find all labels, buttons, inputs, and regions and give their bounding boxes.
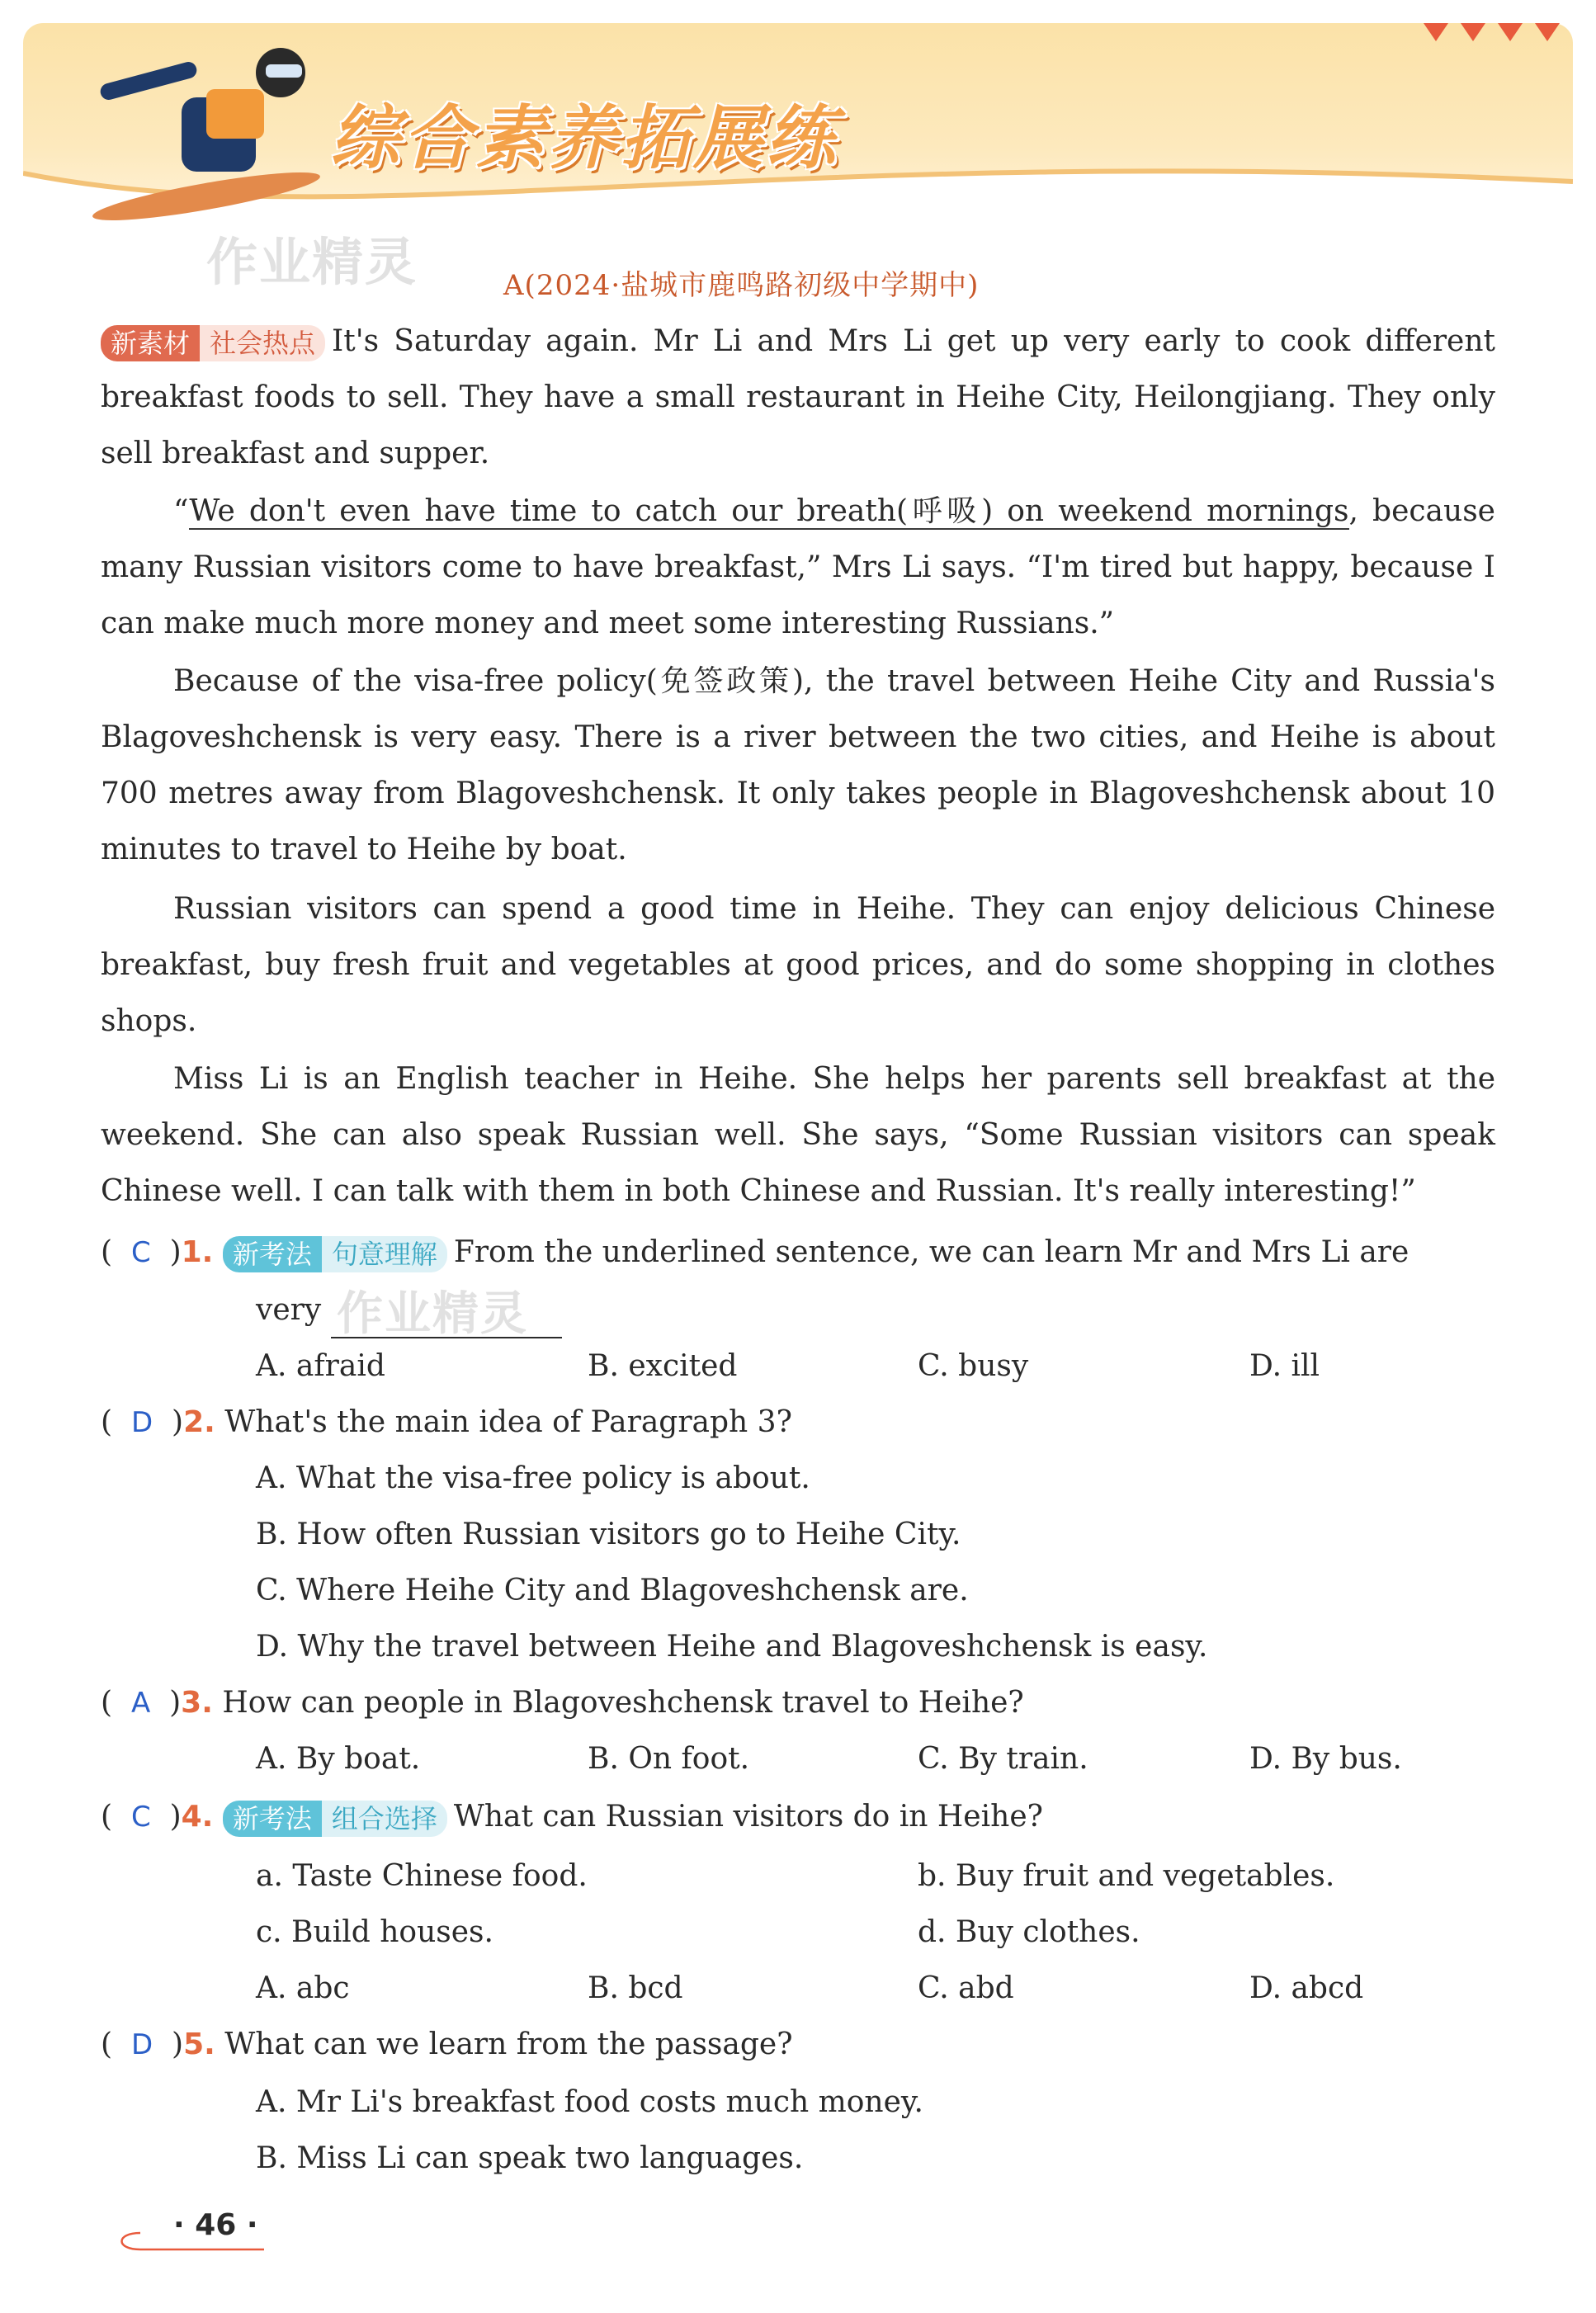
option[interactable]: A. What the visa-free policy is about. (256, 1461, 810, 1495)
question-5: ( D )5. What can we learn from the passage? (101, 2027, 793, 2061)
choice-item: a. Taste Chinese food. (256, 1859, 588, 1893)
option[interactable]: D. ill (1249, 1349, 1320, 1383)
underlined-sentence: We don't even have time to catch our breath(呼吸) on weekend mornings (189, 494, 1349, 528)
section-title: 综合素养拓展练 (330, 97, 839, 178)
tag-new-method: 新考法 组合选择 (223, 1801, 447, 1837)
question-text: What can we learn from the passage? (224, 2027, 793, 2061)
question-text: How can people in Blagoveshchensk travel to Heihe? (222, 1686, 1024, 1720)
option[interactable]: B. On foot. (588, 1742, 750, 1776)
choice-item: b. Buy fruit and vegetables. (918, 1859, 1335, 1893)
option[interactable]: D. By bus. (1249, 1742, 1402, 1776)
choice-item: c. Build houses. (256, 1915, 493, 1949)
option[interactable]: A. Mr Li's breakfast food costs much money. (256, 2085, 923, 2119)
answer: C (130, 1801, 151, 1834)
snowboarder-illustration-icon (83, 23, 330, 221)
paragraph-3: Because of the visa-free policy(免签政策), the travel between Heihe City and Russia's Blagoveshchensk is very easy. There is a river between the two cities, and Heihe is about 700 metres away from Blagoveshchensk. It only takes people in Blagoveshchensk about 10 minutes to travel to Heihe by boat. (101, 664, 1495, 866)
question-1-continued: very (256, 1282, 562, 1338)
flag-decoration-icon (1415, 23, 1572, 56)
paragraph-5: Miss Li is an English teacher in Heihe. She helps her parents sell breakfast at the weekend. She can also speak Russian well. She says, “Some Russian visitors can speak Chinese well. I can talk with them in both Chinese and Russian. It's really interesting!” (101, 1062, 1495, 1208)
page-number: · 46 · (173, 2208, 258, 2242)
option[interactable]: D. abcd (1249, 1971, 1364, 2005)
question-4: ( C )4. 新考法 组合选择 What can Russian visitors do in Heihe? (101, 1789, 1043, 1845)
option[interactable]: B. How often Russian visitors go to Heihe City. (256, 1518, 961, 1551)
answer: A (130, 1687, 151, 1720)
question-3: ( A )3. How can people in Blagoveshchensk travel to Heihe? (101, 1686, 1024, 1720)
question-text: What can Russian visitors do in Heihe? (453, 1800, 1043, 1834)
passage-source: A(2024·盐城市鹿鸣路初级中学期中) (503, 269, 980, 302)
watermark: 作业精灵 (337, 1287, 528, 1341)
paragraph-4: Russian visitors can spend a good time in Heihe. They can enjoy delicious Chinese breakfast, buy fresh fruit and vegetables at good prices, and do some shopping in clothes shops. (101, 892, 1495, 1038)
answer: C (130, 1236, 151, 1269)
option[interactable]: A. abc (256, 1971, 350, 2005)
option[interactable]: B. Miss Li can speak two languages. (256, 2141, 804, 2175)
option[interactable]: D. Why the travel between Heihe and Blagoveshchensk is easy. (256, 1630, 1208, 1664)
paragraph-2: “We don't even have time to catch our breath(呼吸) on weekend mornings, because many Russian visitors come to have breakfast,” Mrs Li says. “I'm tired but happy, because I can make much more money and meet some interesting Russians.” (101, 494, 1495, 640)
tag-new-material: 新素材 社会热点 (101, 325, 325, 361)
answer: D (130, 2028, 153, 2061)
question-text: What's the main idea of Paragraph 3? (224, 1405, 792, 1439)
tag-new-method: 新考法 句意理解 (223, 1236, 447, 1272)
paragraph-1: 新素材 社会热点 It's Saturday again. Mr Li and Mrs Li get up very early to cook different breakfast foods to sell. They have a small restaurant in Heihe City, Heilongjiang. They only sell breakfast and supper. (101, 324, 1495, 470)
option[interactable]: B. excited (588, 1349, 738, 1383)
watermark: 作业精灵 (206, 232, 418, 292)
option[interactable]: C. busy (918, 1349, 1029, 1383)
option[interactable]: A. By boat. (256, 1742, 421, 1776)
option[interactable]: A. afraid (256, 1349, 385, 1383)
answer: D (130, 1406, 153, 1439)
choice-item: d. Buy clothes. (918, 1915, 1140, 1949)
option[interactable]: C. abd (918, 1971, 1014, 2005)
option[interactable]: B. bcd (588, 1971, 683, 2005)
question-text: From the underlined sentence, we can learn Mr and Mrs Li are (453, 1235, 1409, 1269)
option[interactable]: C. By train. (918, 1742, 1088, 1776)
question-2: ( D )2. What's the main idea of Paragraph 3? (101, 1405, 792, 1439)
option[interactable]: C. Where Heihe City and Blagoveshchensk are. (256, 1574, 969, 1607)
question-1: ( C )1. 新考法 句意理解 From the underlined sentence, we can learn Mr and Mrs Li are (101, 1225, 1495, 1281)
